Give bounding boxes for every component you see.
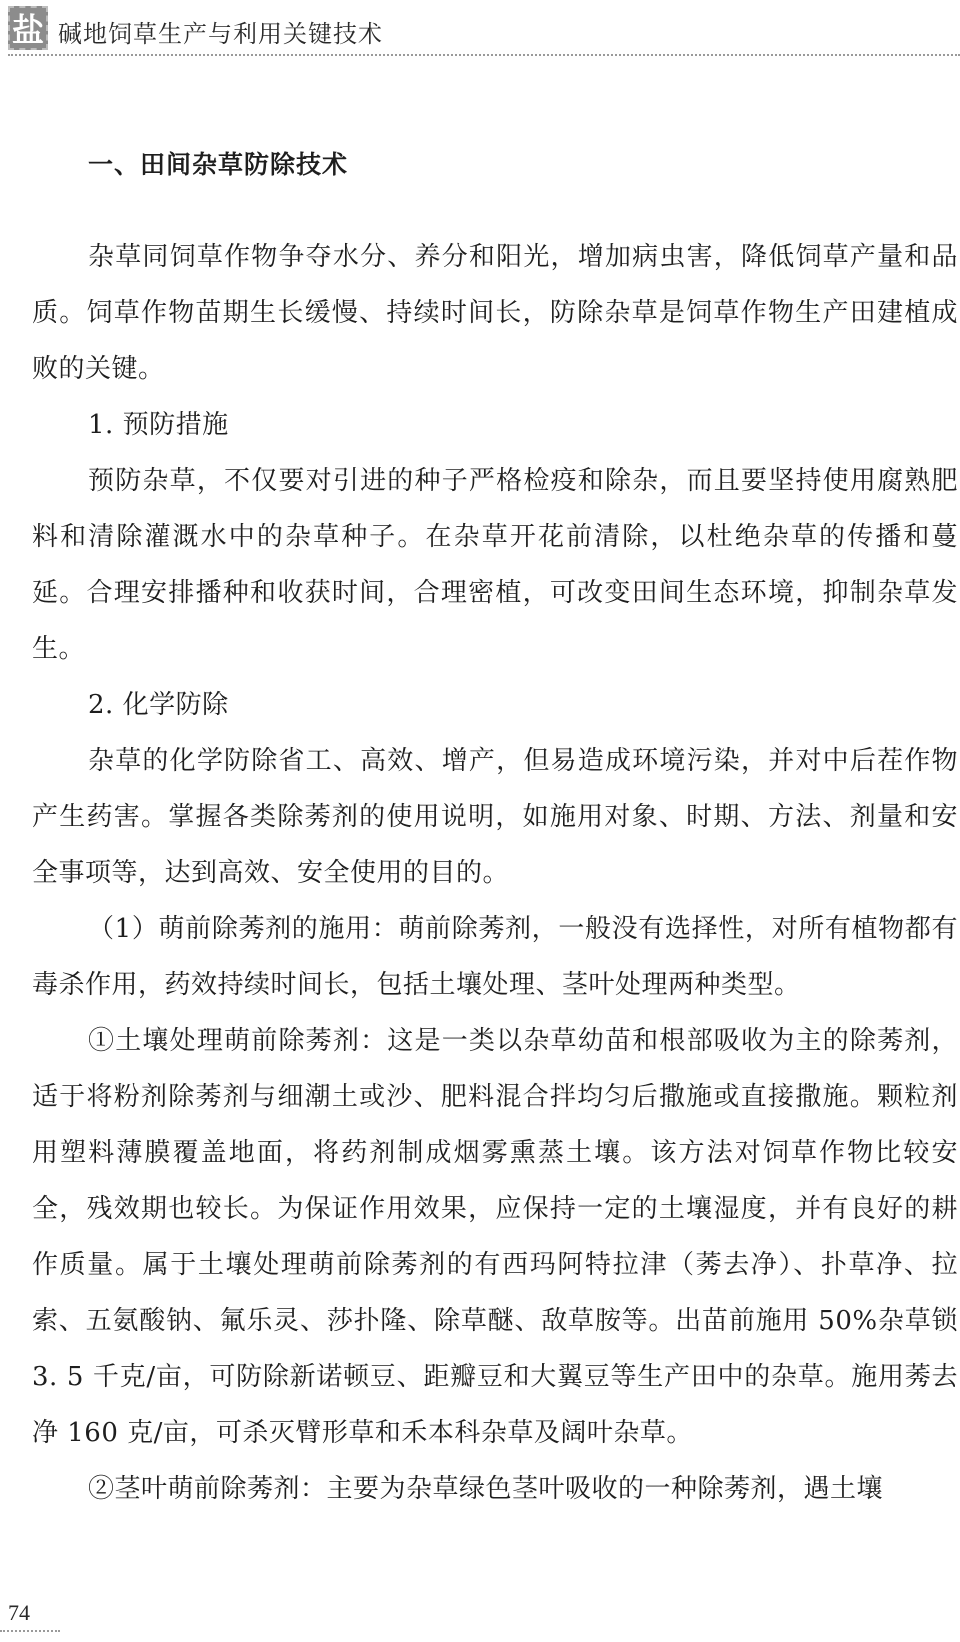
soil-treatment-paragraph: ①土壤处理萌前除莠剂：这是一类以杂草幼苗和根部吸收为主的除莠剂，适于将粉剂除莠剂与细潮土或沙、肥料混合拌均匀后撒施或直接撒施。颗粒剂用塑料薄膜覆盖地面，将药剂制成烟雾熏蒸土壤。该方法对饲草作物比较安全，残效期也较长。为保证作用效果，应保持一定的土壤湿度，并有良好的耕作质量。属于土壤处理萌前除莠剂的有西玛阿特拉津（莠去净）、扑草净、拉索、五氨酸钠、氟乐灵、莎扑隆、除草醚、敌草胺等。出苗前施用 50%杂草锁 3. 5 千克/亩，可防除新诺顿豆、距瓣豆和大翼豆等生产田中的杂草。施用莠去净 160 克/亩，可杀灭臂形草和禾本科杂草及阔叶杂草。: [32, 1026, 958, 1448]
prevention-paragraph: 预防杂草，不仅要对引进的种子严格检疫和除杂，而且要坚持使用腐熟肥料和清除灌溉水中的杂草种子。在杂草开花前清除，以杜绝杂草的传播和蔓延。合理安排播种和收获时间，合理密植，可改变田间生态环境，抑制杂草发生。: [32, 466, 958, 664]
intro-paragraph: 杂草同饲草作物争夺水分、养分和阳光，增加病虫害，降低饲草产量和品质。饲草作物苗期生长缓慢、持续时间长，防除杂草是饲草作物生产田建植成败的关键。: [32, 242, 958, 384]
running-header: [0, 0, 960, 58]
subheading-chemical-control: 2. 化学防除: [88, 690, 229, 720]
pre-emergence-herbicide-paragraph: （1）萌前除莠剂的施用：萌前除莠剂，一般没有选择性，对所有植物都有毒杀作用，药效持续时间长，包括土壤处理、茎叶处理两种类型。: [32, 914, 958, 1000]
chemical-control-paragraph: 杂草的化学防除省工、高效、增产，但易造成环境污染，并对中后茬作物产生药害。掌握各类除莠剂的使用说明，如施用对象、时期、方法、剂量和安全事项等，达到高效、安全使用的目的。: [32, 746, 958, 888]
book-title: 碱地饲草生产与利用关键技术: [58, 20, 383, 48]
section-heading: 一、田间杂草防除技术: [88, 150, 349, 179]
header-divider: [8, 54, 960, 56]
subheading-prevention: 1. 预防措施: [88, 410, 229, 440]
page-body: [32, 145, 958, 1517]
foliar-treatment-paragraph: ②茎叶萌前除莠剂：主要为杂草绿色茎叶吸收的一种除莠剂，遇土壤: [88, 1474, 884, 1504]
footer-divider: [0, 1630, 60, 1632]
book-logo-icon: 盐: [8, 6, 48, 50]
page-number: 74: [8, 1600, 30, 1625]
